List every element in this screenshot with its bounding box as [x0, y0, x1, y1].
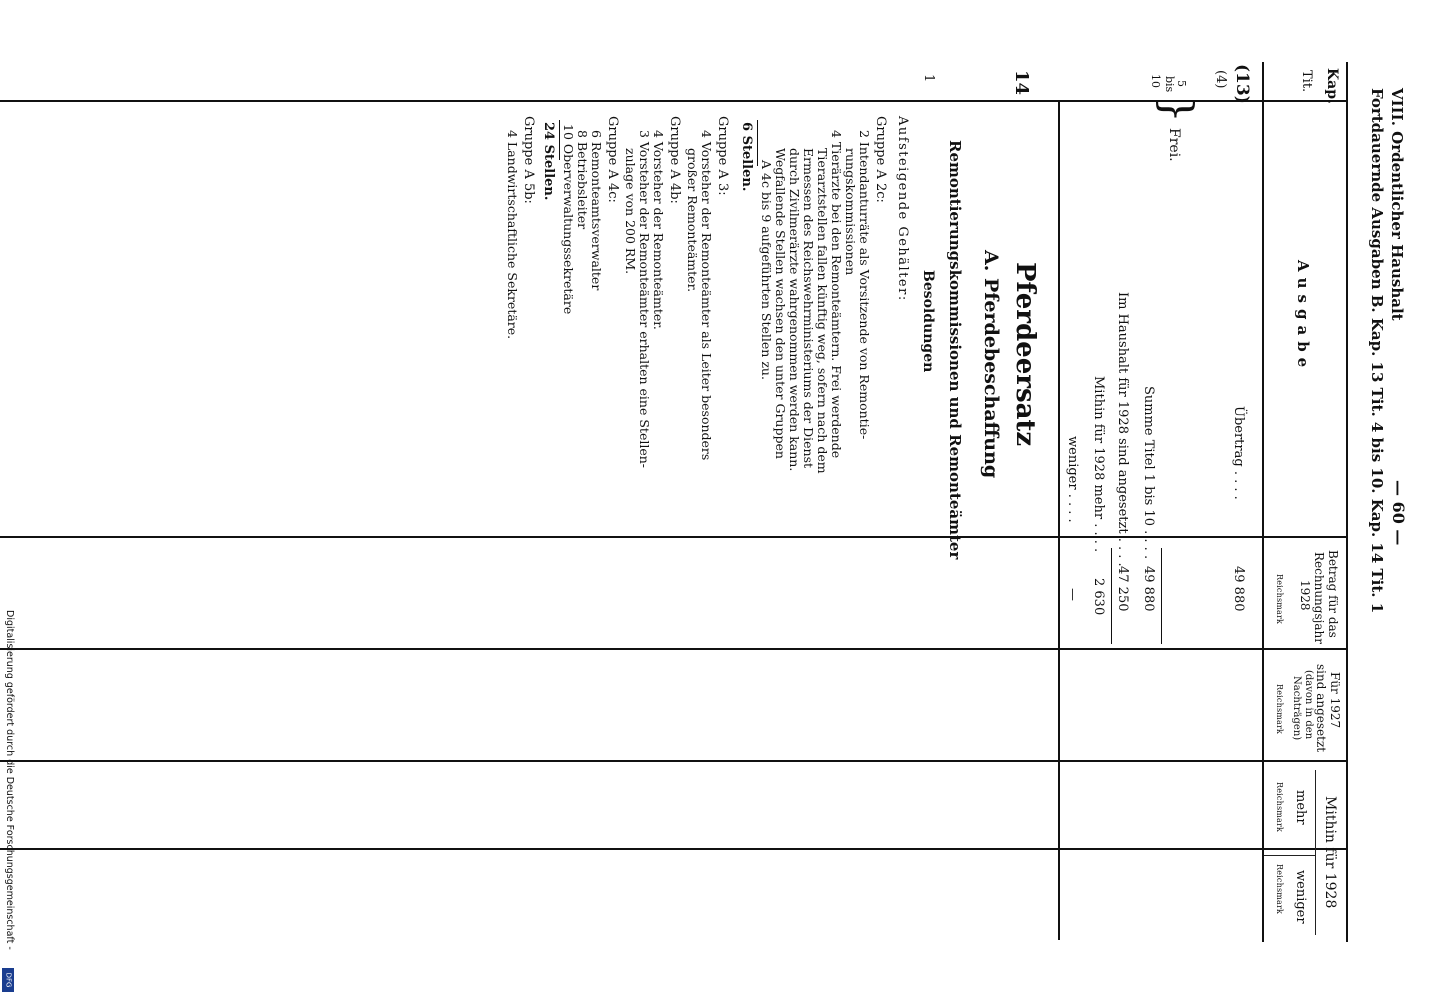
page-number: — 60 — — [1389, 480, 1408, 546]
a4b-line-2: 3 Vorsteher der Remonteämter erhalten eine Stellen- — [637, 130, 652, 469]
kap14-subtitle: Remontierungskommissionen und Remonteämter — [946, 140, 964, 560]
a2c-line-3: 4 Tierärzte bei den Remonteämtern. Frei werdende — [829, 130, 844, 459]
a2c-line-6: durch Zivilmerärzte wahrgenommen werden kann. — [787, 148, 802, 472]
col-mehr: mehr — [1293, 790, 1308, 825]
a3-line-1: 4 Vorsteher der Remonteämter als Leiter besonders — [699, 130, 714, 461]
a4c-total: 24 Stellen. — [541, 122, 556, 201]
a4c-total-rule — [559, 120, 560, 160]
section-title: VIII. Ordentlicher Haushalt — [1388, 88, 1406, 321]
haushalt-value: 47 250 — [1115, 566, 1130, 612]
kap13-number: (13) — [1232, 64, 1252, 104]
col-betrag-2: Rechnungsjahr — [1312, 552, 1326, 644]
kap14-title: Pferdeersatz — [1010, 262, 1040, 447]
page-subtitle: Fortdauernde Ausgaben B. Kap. 13 Tit. 4 bis 10. Kap. 14 Tit. 1 — [1368, 88, 1386, 614]
haushalt-underline — [1111, 548, 1112, 644]
col-mehr-unit: Reichsmark — [1275, 782, 1284, 833]
summe-label: Summe Titel 1 bis 10 . . . . — [1141, 386, 1156, 560]
kap14-number: 14 — [1011, 70, 1032, 96]
kap14-tit: 1 — [921, 74, 936, 83]
col-mithin: Mithin für 1928 — [1322, 796, 1338, 909]
gruppe-a3: Gruppe A 3: — [715, 116, 730, 196]
a3-line-2: großer Remonteämter. — [685, 148, 700, 293]
summe-tick — [1146, 648, 1164, 649]
header-bottom-rule — [1262, 62, 1264, 942]
tit-range-5: 5 — [1175, 80, 1188, 87]
col-prev-unit: Reichsmark — [1275, 684, 1284, 735]
col-ausgabe: Ausgabe — [1294, 260, 1312, 374]
brace-glyph: } — [1153, 96, 1202, 123]
dfg-logo — [2, 968, 14, 992]
a2c-total-rule — [757, 120, 758, 166]
a4c-line-1: 6 Remonteamtsverwalter — [589, 130, 604, 291]
besoldungen-heading: Besoldungen — [920, 270, 936, 373]
header-top-rule — [1346, 62, 1348, 942]
digitization-footer-text: Digitalisierung gefördert durch die Deutsche Forschungsgemeinschaft - — [4, 610, 15, 950]
weniger-label: weniger . . . . — [1065, 436, 1080, 523]
col-prev-1: Für 1927 — [1328, 672, 1342, 729]
tit-range-10: 10 — [1149, 74, 1162, 88]
col-betrag-1: Betrag für das — [1326, 550, 1340, 638]
mithin-divider — [1264, 855, 1316, 856]
a2c-line-2: rungskommissionen — [843, 148, 858, 276]
gruppe-a4c: Gruppe A 4c: — [605, 116, 620, 203]
uebertrag-label: Übertrag . . . . — [1231, 406, 1246, 500]
dfg-logo-text: DFG — [4, 972, 12, 988]
col-prev-2: sind angesetzt — [1314, 664, 1328, 753]
a2c-line-8: A 4c bis 9 aufgeführten Stellen zu. — [759, 160, 774, 380]
kap13-tit: (4) — [1213, 70, 1228, 89]
a2c-line-1: 2 Intendanturräte als Vorsitzende von Remontie- — [857, 130, 872, 440]
mithin-mehr-value: 2 630 — [1091, 578, 1106, 616]
gruppe-a2c: Gruppe A 2c: — [873, 116, 888, 203]
a2c-line-5: Ermessen des Reichswehrministeriums der Dienst — [801, 148, 816, 469]
summe-value: 49 880 — [1141, 566, 1156, 612]
a2c-line-4: Tierarztstellen fallen künftig weg, sofern nach dem — [815, 148, 830, 474]
col-tit: Tit. — [1299, 70, 1314, 93]
a4b-line-3: zulage von 200 RM. — [623, 148, 638, 275]
col-weniger-unit: Reichsmark — [1275, 864, 1284, 915]
col-betrag-3: 1928 — [1298, 580, 1312, 611]
mithin-mehr-label: Mithin für 1928 mehr . . . . — [1091, 376, 1106, 553]
section-a-title: A. Pferdebeschaffung — [980, 250, 1002, 479]
kap13-end-rule — [1058, 100, 1060, 940]
uebertrag-value: 49 880 — [1231, 566, 1246, 612]
gruppe-a4b: Gruppe A 4b: — [667, 116, 682, 204]
gruppe-a5b: Gruppe A 5b: — [521, 116, 536, 204]
col-weniger: weniger — [1293, 870, 1308, 924]
a4c-line-3: 10 Oberverwaltungssekretäre — [561, 124, 576, 315]
kap-tit-rule — [0, 100, 1348, 102]
a2c-line-7: Wegfallende Stellen wachsen den unter Gruppen — [773, 148, 788, 459]
digitization-footer — [2, 610, 16, 990]
aufsteigende-label: Aufsteigende Gehälter: — [895, 116, 910, 302]
prev-rule — [0, 760, 1348, 762]
col-prev-4: Nachträgen) — [1291, 676, 1302, 741]
a2c-total: 6 Stellen. — [739, 122, 754, 192]
col-kap: Kap. — [1324, 68, 1340, 104]
mehr-rule — [0, 848, 1348, 850]
frei-label: Frei. — [1166, 128, 1182, 162]
col-betrag-unit: Reichsmark — [1275, 574, 1284, 625]
mithin-subrule — [1315, 770, 1316, 935]
a4b-line-1: 4 Vorsteher der Remonteämter. — [651, 130, 666, 330]
a5b-line-1: 4 Landwirtschaftliche Sekretäre. — [505, 130, 520, 340]
a4c-line-2: 8 Betriebsleiter — [575, 130, 590, 230]
summe-overline — [1161, 548, 1162, 644]
col-prev-3: (davon in den — [1303, 670, 1314, 740]
weniger-value: — — [1065, 588, 1080, 601]
tit-range-bis: bis — [1163, 76, 1176, 93]
haushalt-label: Im Haushalt für 1928 sind angesetzt . . . . — [1115, 292, 1130, 567]
